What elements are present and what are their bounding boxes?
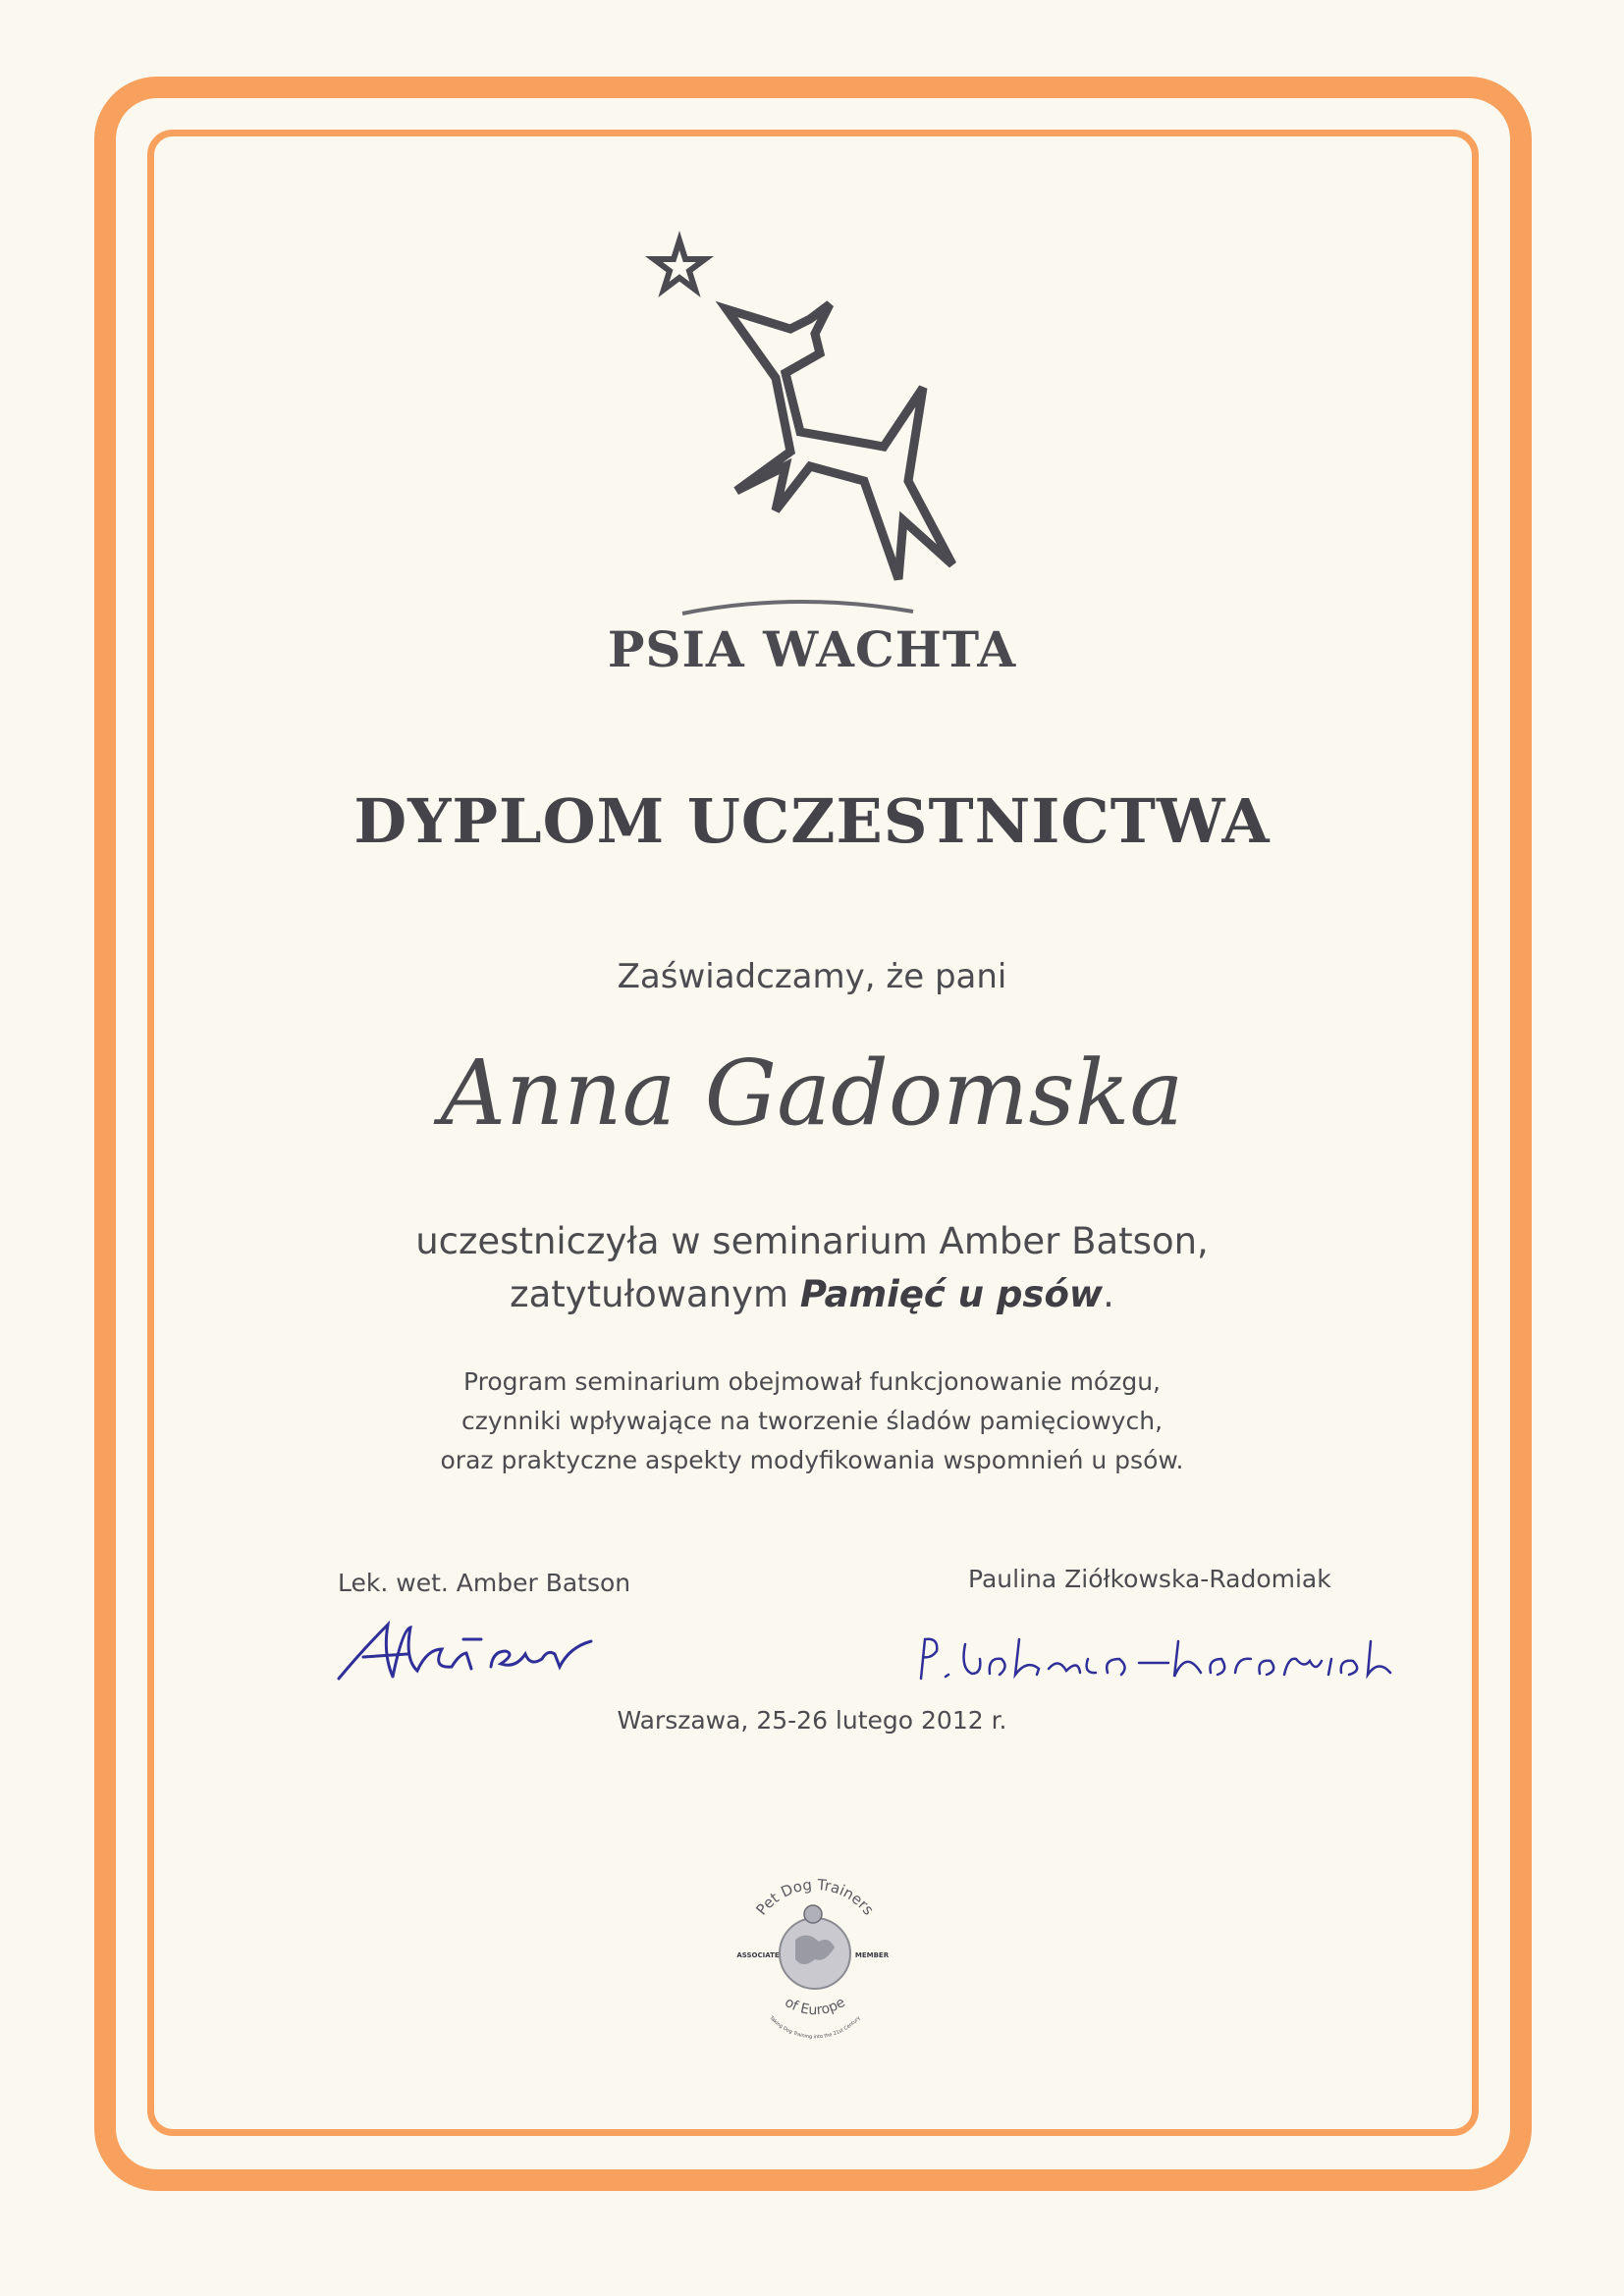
participation-text (0, 1215, 1624, 1321)
participation-line-2 (0, 1268, 1624, 1321)
participation-line-1: uczestniczyła w seminarium Amber Batson, (415, 1220, 1209, 1262)
signature-left-image (334, 1610, 619, 1688)
signer-left-label: Lek. wet. Amber Batson (338, 1569, 631, 1597)
seal-bottom-text: of Europe (782, 1994, 848, 2019)
brand-name: PSIA WACHTA (607, 620, 1017, 678)
program-line: oraz praktyczne aspekty modyfikowania wspomnień u psów. (440, 1446, 1184, 1474)
signature-right-image (911, 1629, 1402, 1688)
program-description (0, 1362, 1624, 1480)
dog-star-logo-icon (628, 226, 962, 618)
seal-right-text: MEMBER (854, 1951, 890, 1959)
seal-tagline: Taking Dog Training into the 21st Century (768, 2015, 862, 2041)
certify-text: Zaświadczamy, że pani (617, 957, 1007, 996)
place-and-date: Warszawa, 25-26 lutego 2012 r. (617, 1706, 1007, 1735)
program-line: Program seminarium obejmował funkcjonowanie mózgu, (462, 1367, 1162, 1396)
seal-left-text: ASSOCIATE (736, 1951, 780, 1959)
signer-right-label: Paulina Ziółkowska-Radomiak (968, 1565, 1331, 1593)
recipient-name: Anna Gadomska (440, 1041, 1184, 1146)
diploma-title: DYPLOM UCZESTNICTWA (353, 785, 1271, 857)
svg-text:Taking Dog Training into the 2 (768, 2014, 862, 2040)
program-line: czynniki wpływające na tworzenie śladów pamięciowych, (460, 1407, 1164, 1435)
pdte-associate-member-seal (727, 1865, 903, 2042)
svg-text:of Europe (782, 1995, 847, 2018)
seminar-title: Pamięć u psów (799, 1273, 1104, 1315)
seal-top-text: Pet Dog Trainers (752, 1875, 878, 1919)
participation-prefix: zatytułowanym (510, 1273, 789, 1315)
participation-suffix: . (1103, 1273, 1114, 1315)
